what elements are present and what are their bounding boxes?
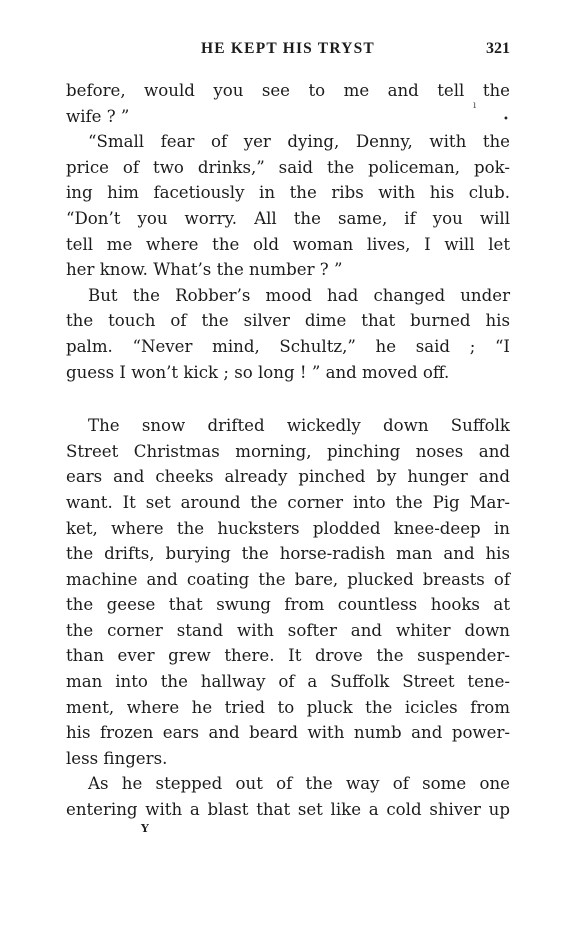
text-line: his frozen ears and beard with numb and power-	[66, 723, 510, 743]
paragraph-4	[66, 413, 510, 771]
text-line: machine and coating the bare, plucked breasts of	[66, 569, 510, 589]
page-number: 321	[486, 40, 510, 57]
paragraph-5	[66, 771, 510, 822]
text-line: palm. “Never mind, Schultz,” he said ; “I	[66, 336, 510, 356]
text-line: Street Christmas morning, pinching noses and	[66, 441, 510, 461]
text-line: The snow drifted wickedly down Suffolk	[88, 416, 510, 436]
text-line: ears and cheeks already pinched by hunger and	[66, 467, 510, 487]
running-title: HE KEPT HIS TRYST	[201, 40, 375, 57]
text-line: But the Robber’s mood had changed under	[88, 285, 510, 305]
running-head	[66, 40, 510, 62]
text-line: tell me where the old woman lives, I will let	[66, 234, 510, 254]
text-line: “Small fear of yer dying, Denny, with the	[88, 132, 510, 152]
text-line: the corner stand with softer and whiter down	[66, 620, 510, 640]
text-line: “Don’t you worry. All the same, if you will	[66, 208, 510, 228]
text-line: her know. What’s the number ? ”	[66, 260, 343, 280]
stray-tick-mark: ı	[473, 100, 477, 111]
text-line: less fingers.	[66, 748, 168, 768]
signature-mark: Y	[141, 822, 149, 835]
text-line: the geese that swung from countless hooks at	[66, 595, 510, 615]
text-line: entering with a blast that set like a cold shiver up	[66, 800, 510, 820]
text-line: than ever grew there. It drove the suspender-	[66, 646, 510, 666]
text-line: ing him facetiously in the ribs with his club.	[66, 183, 510, 203]
text-line: want. It set around the corner into the Pig Mar-	[66, 492, 510, 512]
text-line: the touch of the silver dime that burned his	[66, 311, 510, 331]
stray-dot-mark: •	[503, 114, 509, 125]
body-text	[66, 78, 510, 823]
text-line: price of two drinks,” said the policeman, pok-	[66, 157, 510, 177]
section-break	[66, 385, 510, 413]
paragraph-2	[66, 129, 510, 283]
text-line: As he stepped out of the way of some one	[88, 774, 510, 794]
text-line: man into the hallway of a Suffolk Street tene-	[66, 672, 510, 692]
text-line: wife ? ”	[66, 106, 130, 126]
paragraph-1	[66, 78, 510, 129]
text-line: ket, where the hucksters plodded knee-deep in	[66, 518, 510, 538]
text-line: before, would you see to me and tell the	[66, 81, 510, 100]
text-line: the drifts, burying the horse-radish man and his	[66, 544, 510, 564]
text-line: guess I won’t kick ; so long ! ” and moved off.	[66, 362, 450, 382]
text-line: ment, where he tried to pluck the icicles from	[66, 697, 510, 717]
paragraph-3	[66, 283, 510, 385]
